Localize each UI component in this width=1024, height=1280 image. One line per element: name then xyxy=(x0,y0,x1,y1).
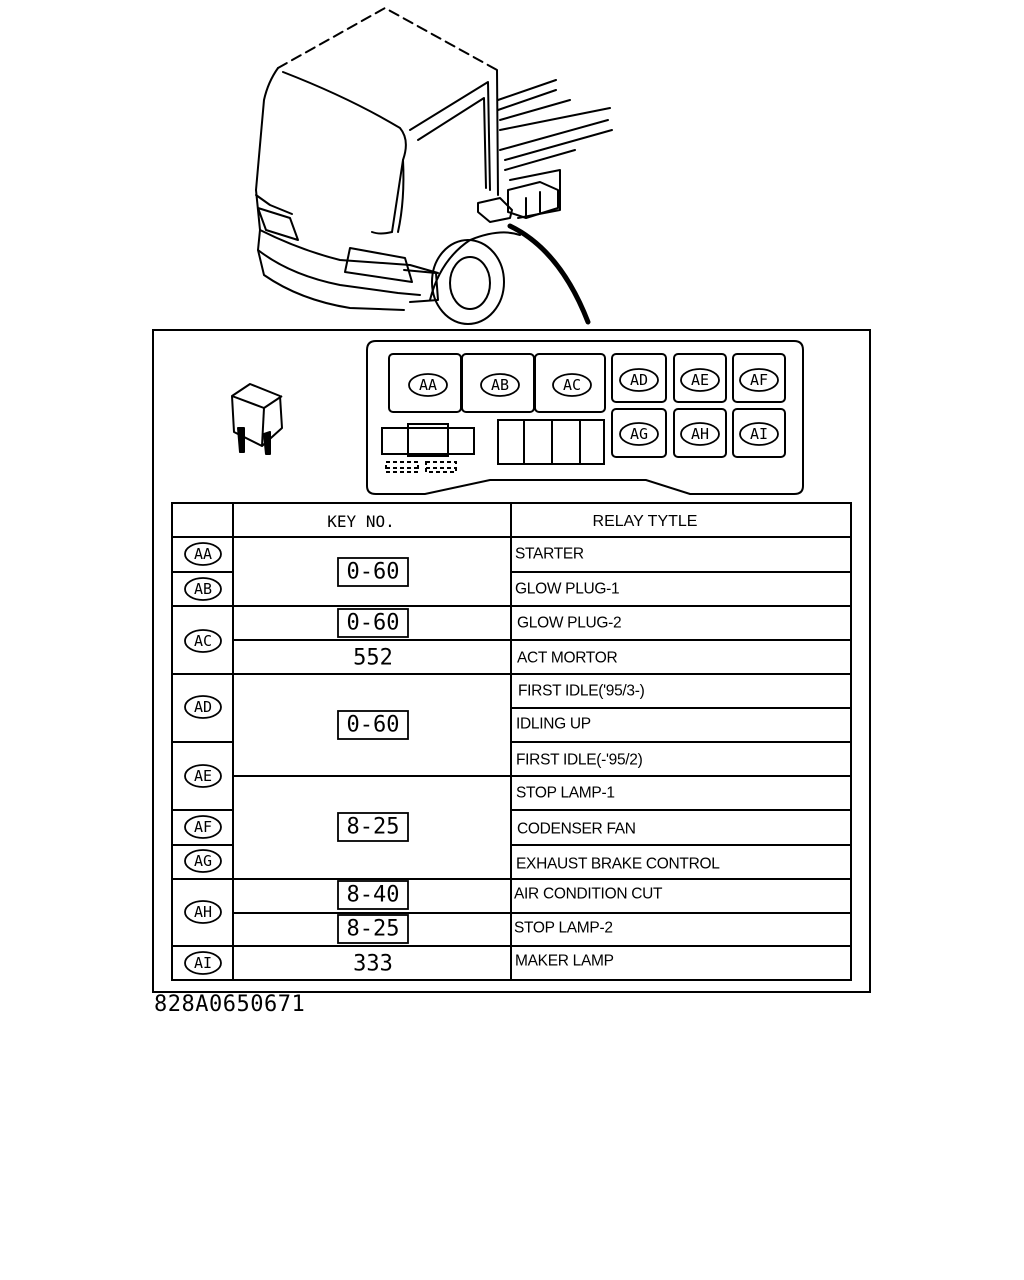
table-code-ad: AD xyxy=(193,698,213,716)
block-label-ae: AE xyxy=(690,371,710,389)
table-code-ac: AC xyxy=(193,632,213,650)
table-code-ai: AI xyxy=(193,954,213,972)
table-code-af: AF xyxy=(193,818,213,836)
relay-type: FIRST IDLE(-'95/2) xyxy=(516,751,643,769)
relay-block xyxy=(367,341,803,494)
key-number: 8-40 xyxy=(346,882,400,908)
block-label-af: AF xyxy=(749,371,769,389)
relay-table xyxy=(172,503,851,980)
key-number: 552 xyxy=(353,645,393,671)
key-number: 0-60 xyxy=(346,559,400,585)
relay-type: GLOW PLUG-2 xyxy=(517,614,622,632)
table-code-ag: AG xyxy=(193,852,213,870)
relay-type: IDLING UP xyxy=(516,715,591,733)
key-number: 333 xyxy=(353,951,393,977)
key-number: 0-60 xyxy=(346,712,400,738)
relay-type: STARTER xyxy=(515,545,584,563)
key-number: 8-25 xyxy=(346,916,400,942)
block-label-ab: AB xyxy=(490,376,510,394)
header-key-no: KEY NO. xyxy=(327,512,395,531)
block-label-ah: AH xyxy=(690,425,710,443)
relay-type: ACT MORTOR xyxy=(517,649,618,667)
table-code-ae: AE xyxy=(193,767,213,785)
relay-type: STOP LAMP-1 xyxy=(516,784,615,802)
relay-type: GLOW PLUG-1 xyxy=(515,580,620,598)
truck-illustration xyxy=(256,8,612,324)
relay-type: STOP LAMP-2 xyxy=(514,919,613,937)
header-relay-type: RELAY TYTLE xyxy=(592,513,698,530)
block-label-ai: AI xyxy=(749,425,769,443)
key-number: 8-25 xyxy=(346,814,400,840)
relay-type: MAKER LAMP xyxy=(515,952,614,970)
relay-type: EXHAUST BRAKE CONTROL xyxy=(516,855,720,873)
block-label-aa: AA xyxy=(418,376,438,394)
block-label-ac: AC xyxy=(562,376,582,394)
relay-block-labels xyxy=(409,369,778,445)
relay-type: CODENSER FAN xyxy=(517,820,636,838)
table-code-ah: AH xyxy=(193,903,213,921)
relay-type: FIRST IDLE('95/3-) xyxy=(518,682,645,700)
table-code-aa: AA xyxy=(193,545,213,563)
relay-type: AIR CONDITION CUT xyxy=(514,885,663,903)
block-label-ad: AD xyxy=(629,371,649,389)
table-code-ab: AB xyxy=(193,580,213,598)
figure-id: 828A0650671 xyxy=(154,992,306,1017)
key-number: 0-60 xyxy=(346,610,400,636)
block-label-ag: AG xyxy=(629,425,649,443)
relay-icon xyxy=(232,384,282,454)
